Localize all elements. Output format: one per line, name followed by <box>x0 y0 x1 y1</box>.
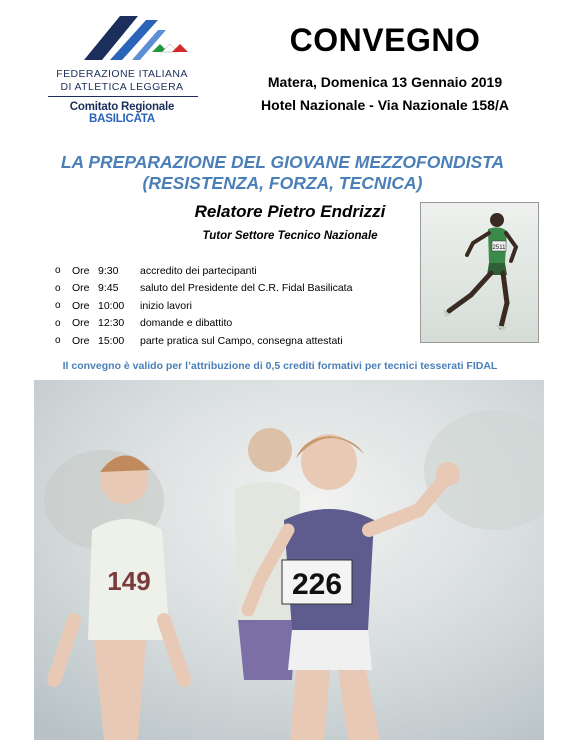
schedule-activity: saluto del Presidente del C.R. Fidal Basilicata <box>140 282 353 295</box>
list-bullet: o <box>55 317 61 329</box>
list-bullet: o <box>55 282 61 294</box>
list-item <box>55 297 405 315</box>
schedule-list <box>55 262 405 350</box>
schedule-activity: parte pratica sul Campo, consegna attestati <box>140 334 343 347</box>
schedule-time: 9:45 <box>98 282 119 295</box>
list-item <box>55 262 405 280</box>
logo-committee-label: Comitato Regionale <box>69 101 175 113</box>
logo-text-athletics: DI ATLETICA LEGGERA <box>60 81 184 93</box>
schedule-activity: inizio lavori <box>140 299 192 312</box>
logo-text-committee <box>44 101 200 125</box>
fidal-logo <box>44 14 200 126</box>
credits-note: Il convegno è valido per l’attribuzione di 0,5 crediti formativi per tecnici tesserati FIDAL <box>62 360 498 372</box>
runner-photo <box>420 202 539 343</box>
schedule-activity: domande e dibattito <box>140 317 233 330</box>
list-bullet: o <box>55 265 61 277</box>
event-venue: Hotel Nazionale - Via Nazionale 158/A <box>261 97 509 113</box>
logo-divider <box>48 96 198 97</box>
race-photo <box>34 380 544 740</box>
schedule-ore-label: Ore <box>72 282 90 295</box>
schedule-ore-label: Ore <box>72 264 90 277</box>
runner-bib-number: 2511 <box>492 245 506 251</box>
list-item <box>55 332 405 350</box>
schedule-ore-label: Ore <box>72 317 90 330</box>
speaker-name: Relatore Pietro Endrizzi <box>194 202 386 221</box>
event-date: Matera, Domenica 13 Gennaio 2019 <box>267 74 503 90</box>
list-item <box>55 280 405 298</box>
bib-number-left: 149 <box>107 566 151 596</box>
bib-number-center: 226 <box>291 568 343 601</box>
fidal-runner-emblem-icon <box>80 14 190 62</box>
schedule-activity: accredito dei partecipanti <box>140 264 257 277</box>
schedule-ore-label: Ore <box>72 334 90 347</box>
logo-region-label: BASILICATA <box>89 113 155 125</box>
speaker-role: Tutor Settore Tecnico Nazionale <box>202 230 378 242</box>
schedule-time: 12:30 <box>98 317 125 330</box>
schedule-ore-label: Ore <box>72 299 90 312</box>
race-illustration <box>34 380 544 740</box>
page-title: CONVEGNO <box>289 22 481 58</box>
schedule-time: 9:30 <box>98 264 119 277</box>
headline-line-2: (RESISTENZA, FORZA, TECNICA) <box>142 173 423 193</box>
schedule-time: 15:00 <box>98 334 125 347</box>
logo-text-federation: FEDERAZIONE ITALIANA <box>56 68 188 80</box>
list-bullet: o <box>55 335 61 347</box>
runner-illustration <box>421 203 539 343</box>
event-headline <box>20 152 545 194</box>
schedule-time: 10:00 <box>98 299 125 312</box>
headline-line-1: LA PREPARAZIONE DEL GIOVANE MEZZOFONDISTA <box>60 152 505 172</box>
list-bullet: o <box>55 300 61 312</box>
list-item <box>55 315 405 333</box>
